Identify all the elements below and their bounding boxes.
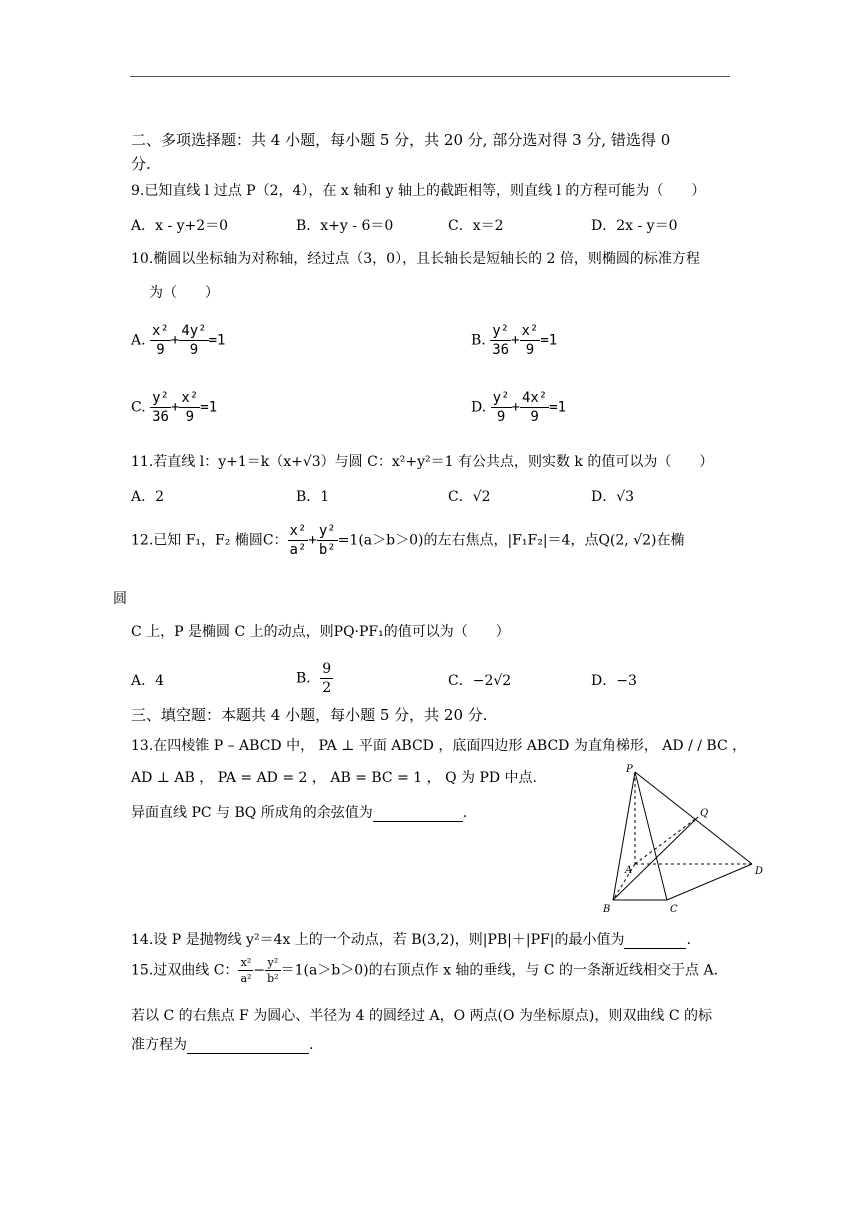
option-label: D. <box>471 399 487 416</box>
label-a: A <box>625 865 633 876</box>
edge-cd <box>667 864 752 900</box>
label-b: B <box>603 904 611 915</box>
operator: + <box>170 399 180 416</box>
option-label: C. <box>131 399 146 416</box>
rhs: =1 <box>549 399 567 416</box>
numerator: 4y² <box>181 323 207 339</box>
numerator: x² <box>152 323 169 339</box>
fraction <box>238 955 253 986</box>
fraction <box>179 322 208 359</box>
segment-aq <box>635 817 698 864</box>
fraction <box>520 322 541 359</box>
option-label: B． <box>296 670 321 687</box>
q10-stem-cont: 为（ ） <box>149 285 219 301</box>
operator: + <box>170 332 180 349</box>
q13-text: 异面直线 PC 与 BQ 所成角的余弦值为 <box>131 805 373 821</box>
q14-end: . <box>686 932 691 948</box>
denominator: 9 <box>530 409 539 425</box>
q14-stem <box>131 929 691 949</box>
label-q: Q <box>700 808 709 819</box>
fraction <box>320 660 333 697</box>
rhs: =1 <box>208 332 226 349</box>
q13-end: . <box>462 805 468 821</box>
q9-option-c: C．x＝2 <box>448 218 504 234</box>
q10-option-b <box>471 322 557 359</box>
q11-option-d: D．√3 <box>591 489 635 505</box>
q15-text: ＝1(a＞b＞0)的右顶点作 x 轴的垂线，与 C 的一条渐近线相交于点 A. <box>280 962 719 979</box>
denominator: b² <box>267 972 279 985</box>
edge-pb <box>613 772 635 900</box>
q12-option-b <box>296 660 333 697</box>
numerator: x² <box>238 955 253 971</box>
q13-line3 <box>131 802 467 822</box>
denominator: b² <box>318 542 336 558</box>
q15-line1 <box>131 955 718 986</box>
q15-end: . <box>309 1037 314 1053</box>
q12-option-a: A．4 <box>131 673 165 689</box>
edge-pc <box>635 772 667 900</box>
numerator: 4x² <box>521 390 548 406</box>
q11-option-a: A．2 <box>131 489 165 505</box>
section2-header: 二、多项选择题：共 4 小题，每小题 5 分，共 20 分, 部分选对得 3 分, 错选得 0 <box>131 131 671 149</box>
q9-stem: 9.已知直线 l 过点 P（2，4），在 x 轴和 y 轴上的截距相等，则直线 l 的方程可能为（ ） <box>131 183 706 199</box>
numerator: x² <box>289 523 307 539</box>
q12-stem-wrap: 圆 <box>113 591 127 607</box>
denominator: 9 <box>185 409 195 425</box>
numerator: y² <box>492 390 510 406</box>
q9-option-a: A．x - y+2＝0 <box>131 218 229 234</box>
numerator: x² <box>521 323 539 339</box>
operator: − <box>253 962 266 979</box>
q9-option-b: B．x+y - 6＝0 <box>296 218 394 234</box>
fraction <box>265 955 280 986</box>
label-d: D <box>755 866 764 877</box>
denominator: 36 <box>152 409 169 425</box>
q12-stem <box>131 522 685 559</box>
q9-option-d: D．2x - y＝0 <box>591 218 678 234</box>
denominator: 9 <box>525 342 535 358</box>
label-p: P <box>626 764 633 775</box>
q15-text: 15.过双曲线 C： <box>131 962 239 979</box>
numerator: 9 <box>322 661 332 677</box>
q10-stem: 10.椭圆以坐标轴为对称轴，经过点（3，0），且长轴长是短轴长的 2 倍，则椭圆的标准方程 <box>131 251 700 267</box>
denominator: 9 <box>496 409 506 425</box>
fraction <box>150 322 171 359</box>
q15-text: 准方程为 <box>131 1037 187 1053</box>
q15-line2: 若以 C 的右焦点 F 为圆心、半径为 4 的圆经过 A，O 两点(O 为坐标原点)，则双曲线 C 的标 <box>131 1008 712 1024</box>
q12-option-d: D．−3 <box>591 673 637 689</box>
denominator: a² <box>240 972 252 985</box>
denominator: 36 <box>492 342 510 358</box>
segment-bq <box>613 817 698 900</box>
pyramid-figure <box>595 760 770 920</box>
label-c: C <box>670 904 678 915</box>
q10-option-d <box>471 389 566 426</box>
option-label: B. <box>471 332 486 349</box>
q11-option-c: C．√2 <box>448 489 491 505</box>
operator: + <box>511 332 520 349</box>
section3-header: 三、填空题：本题共 4 小题，每小题 5 分，共 20 分. <box>131 706 488 724</box>
operator: + <box>511 399 520 416</box>
operator: + <box>308 532 317 549</box>
denominator: 9 <box>189 342 199 358</box>
numerator: y² <box>152 390 169 406</box>
q15-line3 <box>131 1034 313 1054</box>
rhs: =1 <box>200 399 218 416</box>
q12-stem-cont: C 上，P 是椭圆 C 上的动点，则PQ·PF₁的值可以为（ ） <box>131 624 510 640</box>
numerator: x² <box>181 390 199 406</box>
rhs: =1 <box>540 332 558 349</box>
q14-text: 14.设 P 是抛物线 y²＝4x 上的一个动点，若 B(3,2)，则|PB|＋|PF|的最小值为 <box>131 932 625 948</box>
numerator: y² <box>492 323 510 339</box>
q11-stem: 11.若直线 l：y+1＝k（x+√3）与圆 C：x²+y²＝1 有公共点，则实数 k 的值可以为（ ） <box>131 454 714 470</box>
numerator: y² <box>265 955 280 971</box>
q13-line1: 13.在四棱锥 P – ABCD 中， PA ⊥ 平面 ABCD ，底面四边形 ABCD 为直角梯形， AD / / BC ， <box>131 738 747 754</box>
fraction <box>520 389 549 426</box>
denominator: a² <box>289 542 307 558</box>
q12-stem-part: 12.已知 F₁，F₂ 椭圆C： <box>131 532 288 549</box>
fraction <box>491 389 512 426</box>
fraction <box>288 522 309 559</box>
section2-header-cont: 分. <box>131 155 151 173</box>
fraction <box>179 389 200 426</box>
numerator: y² <box>318 523 336 539</box>
answer-blank[interactable] <box>624 932 686 949</box>
denominator: 2 <box>322 680 332 696</box>
q12-option-c: C．−2√2 <box>448 673 512 689</box>
fraction <box>317 522 338 559</box>
fraction <box>490 322 511 359</box>
answer-blank[interactable] <box>187 1037 309 1054</box>
q13-line2: AD ⊥ AB ， PA = AD = 2 ， AB = BC = 1 ， Q 为 PD 中点. <box>131 770 537 786</box>
denominator: 9 <box>156 342 165 358</box>
q10-option-c <box>131 389 217 426</box>
option-label: A. <box>131 332 146 349</box>
edge-pd <box>635 772 752 864</box>
top-rule <box>130 76 730 77</box>
q10-option-a <box>131 322 225 359</box>
q12-stem-part: =1(a＞b＞0)的左右焦点，|F₁F₂|＝4，点Q(2, √2)在椭 <box>337 532 685 549</box>
answer-blank[interactable] <box>373 805 463 822</box>
fraction <box>150 389 171 426</box>
q11-option-b: B．1 <box>296 489 330 505</box>
